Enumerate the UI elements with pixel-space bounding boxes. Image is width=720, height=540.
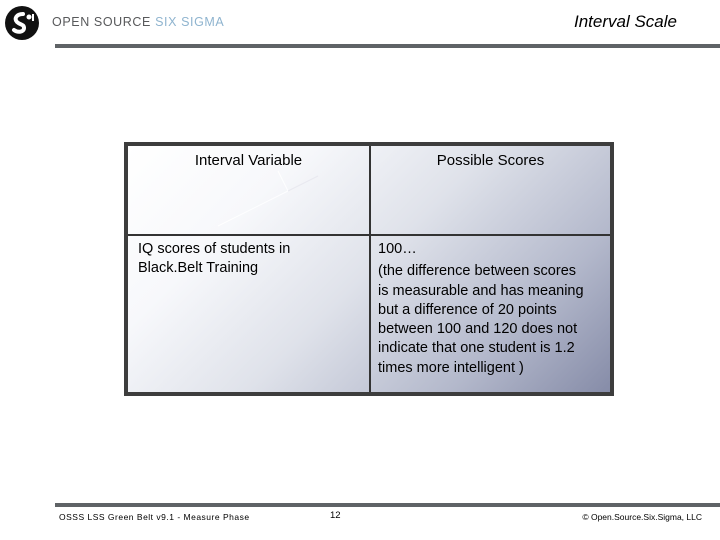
brand-name-accent: SIX SIGMA: [155, 15, 225, 29]
table-cell-scores: [378, 240, 610, 378]
cell-line: between 100 and 120 does not: [378, 321, 578, 338]
brand-name: [52, 15, 224, 29]
interval-table: [124, 142, 614, 396]
column-header-variable: Interval Variable: [194, 152, 303, 169]
cell-line: but a difference of 20 points: [378, 301, 557, 318]
table-body: [128, 146, 610, 392]
header-divider: [55, 44, 720, 48]
cell-line: is measurable and has meaning: [378, 282, 584, 299]
row-divider: [128, 234, 610, 236]
cell-line: indicate that one student is 1.2: [378, 340, 575, 357]
footer-copyright: © Open.Source.Six.Sigma, LLC: [582, 512, 702, 522]
footer-divider: [55, 503, 720, 507]
cell-line: (the difference between scores: [378, 263, 577, 280]
footer-page-number: 12: [330, 510, 341, 521]
column-header-scores: Possible Scores: [436, 152, 545, 169]
column-divider: [369, 146, 371, 392]
brand-name-primary: OPEN SOURCE: [52, 15, 156, 29]
brand-logo-icon: [4, 5, 40, 41]
cell-line: IQ scores of students in: [138, 241, 291, 257]
cell-line: times more intelligent ): [378, 359, 524, 376]
footer-course-label: OSSS LSS Green Belt v9.1 - Measure Phase: [59, 512, 250, 522]
table-cell-variable: [138, 240, 363, 279]
slide-title: Interval Scale: [574, 12, 677, 31]
cell-line: 100…: [378, 241, 417, 257]
cell-line: Black.Belt Training: [138, 260, 259, 277]
